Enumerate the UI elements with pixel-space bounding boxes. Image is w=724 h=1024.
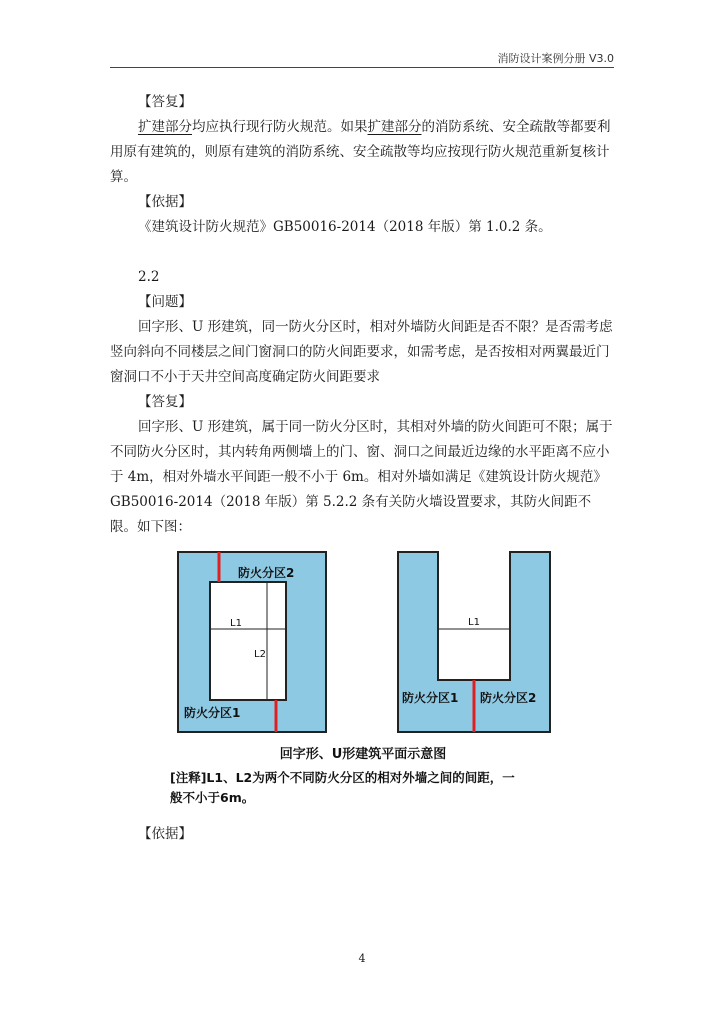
figure-caption: 回字形、U形建筑平面示意图	[279, 747, 447, 762]
basis-text-1: 《建筑设计防火规范》GB50016-2014（2018 年版）第 1.0.2 条。	[138, 219, 552, 235]
reply-heading-1: 【答复】	[138, 94, 192, 110]
right-l1-label: L1	[468, 617, 480, 628]
left-l1-label: L1	[230, 618, 242, 629]
left-l2-label: L2	[254, 649, 266, 660]
underlined-term: 扩建部分	[138, 119, 192, 135]
question-text: 回字形、U 形建筑，同一防火分区时，相对外墙防火间距是否不限？是否需考虑竖向斜向不同楼层之间门窗洞口的防火间距要求，如需考虑，是否按相对两翼最近门窗洞口不小于天井空间高度确定防火间距要求	[110, 319, 613, 385]
basis-heading-1: 【依据】	[138, 194, 192, 210]
basis-heading-2: 【依据】	[138, 826, 192, 842]
running-header: 消防设计案例分册 V3.0	[497, 52, 614, 65]
header-rule	[110, 67, 614, 68]
left-zone-bottom-label: 防火分区1	[184, 706, 241, 720]
question-heading: 【问题】	[138, 294, 192, 310]
plan-figure	[110, 542, 616, 822]
right-zone-right-label: 防火分区2	[480, 691, 537, 705]
underlined-term: 扩建部分	[367, 119, 422, 135]
reply-text-part: 均应执行现行防火规范。如果	[192, 119, 368, 135]
left-courtyard	[210, 582, 286, 700]
reply-text-part: 的消防系统、安全疏散等都要利用原有建筑的，则原有建筑的消防系统、安全疏散等均应按现行防火规范重新复核计算。	[110, 119, 611, 185]
document-body	[110, 90, 616, 847]
right-zone-left-label: 防火分区1	[402, 691, 459, 705]
page-number: 4	[358, 952, 366, 965]
reply-text-2: 回字形、U 形建筑，属于同一防火分区时，其相对外墙的防火间距可不限；属于不同防火分区时，其内转角两侧墙上的门、窗、洞口之间最近边缘的水平距离不应小于 4m，相对外墙水平间距一般不小于 6m。相对外墙如满足《建筑设计防火规范》GB50016-2014（2018 年版）第 5.2.2 条有关防火墙设置要求，其防火间距不限。如下图：	[110, 419, 613, 535]
plan-diagram	[110, 542, 616, 742]
reply-heading-2: 【答复】	[138, 394, 192, 410]
left-zone-top-label: 防火分区2	[238, 566, 295, 580]
section-number: 2.2	[138, 269, 160, 285]
figure-note: [注释]L1、L2为两个不同防火分区的相对外墙之间的间距，一般不小于6m。	[170, 770, 515, 805]
reply-paragraph-1	[110, 115, 616, 190]
